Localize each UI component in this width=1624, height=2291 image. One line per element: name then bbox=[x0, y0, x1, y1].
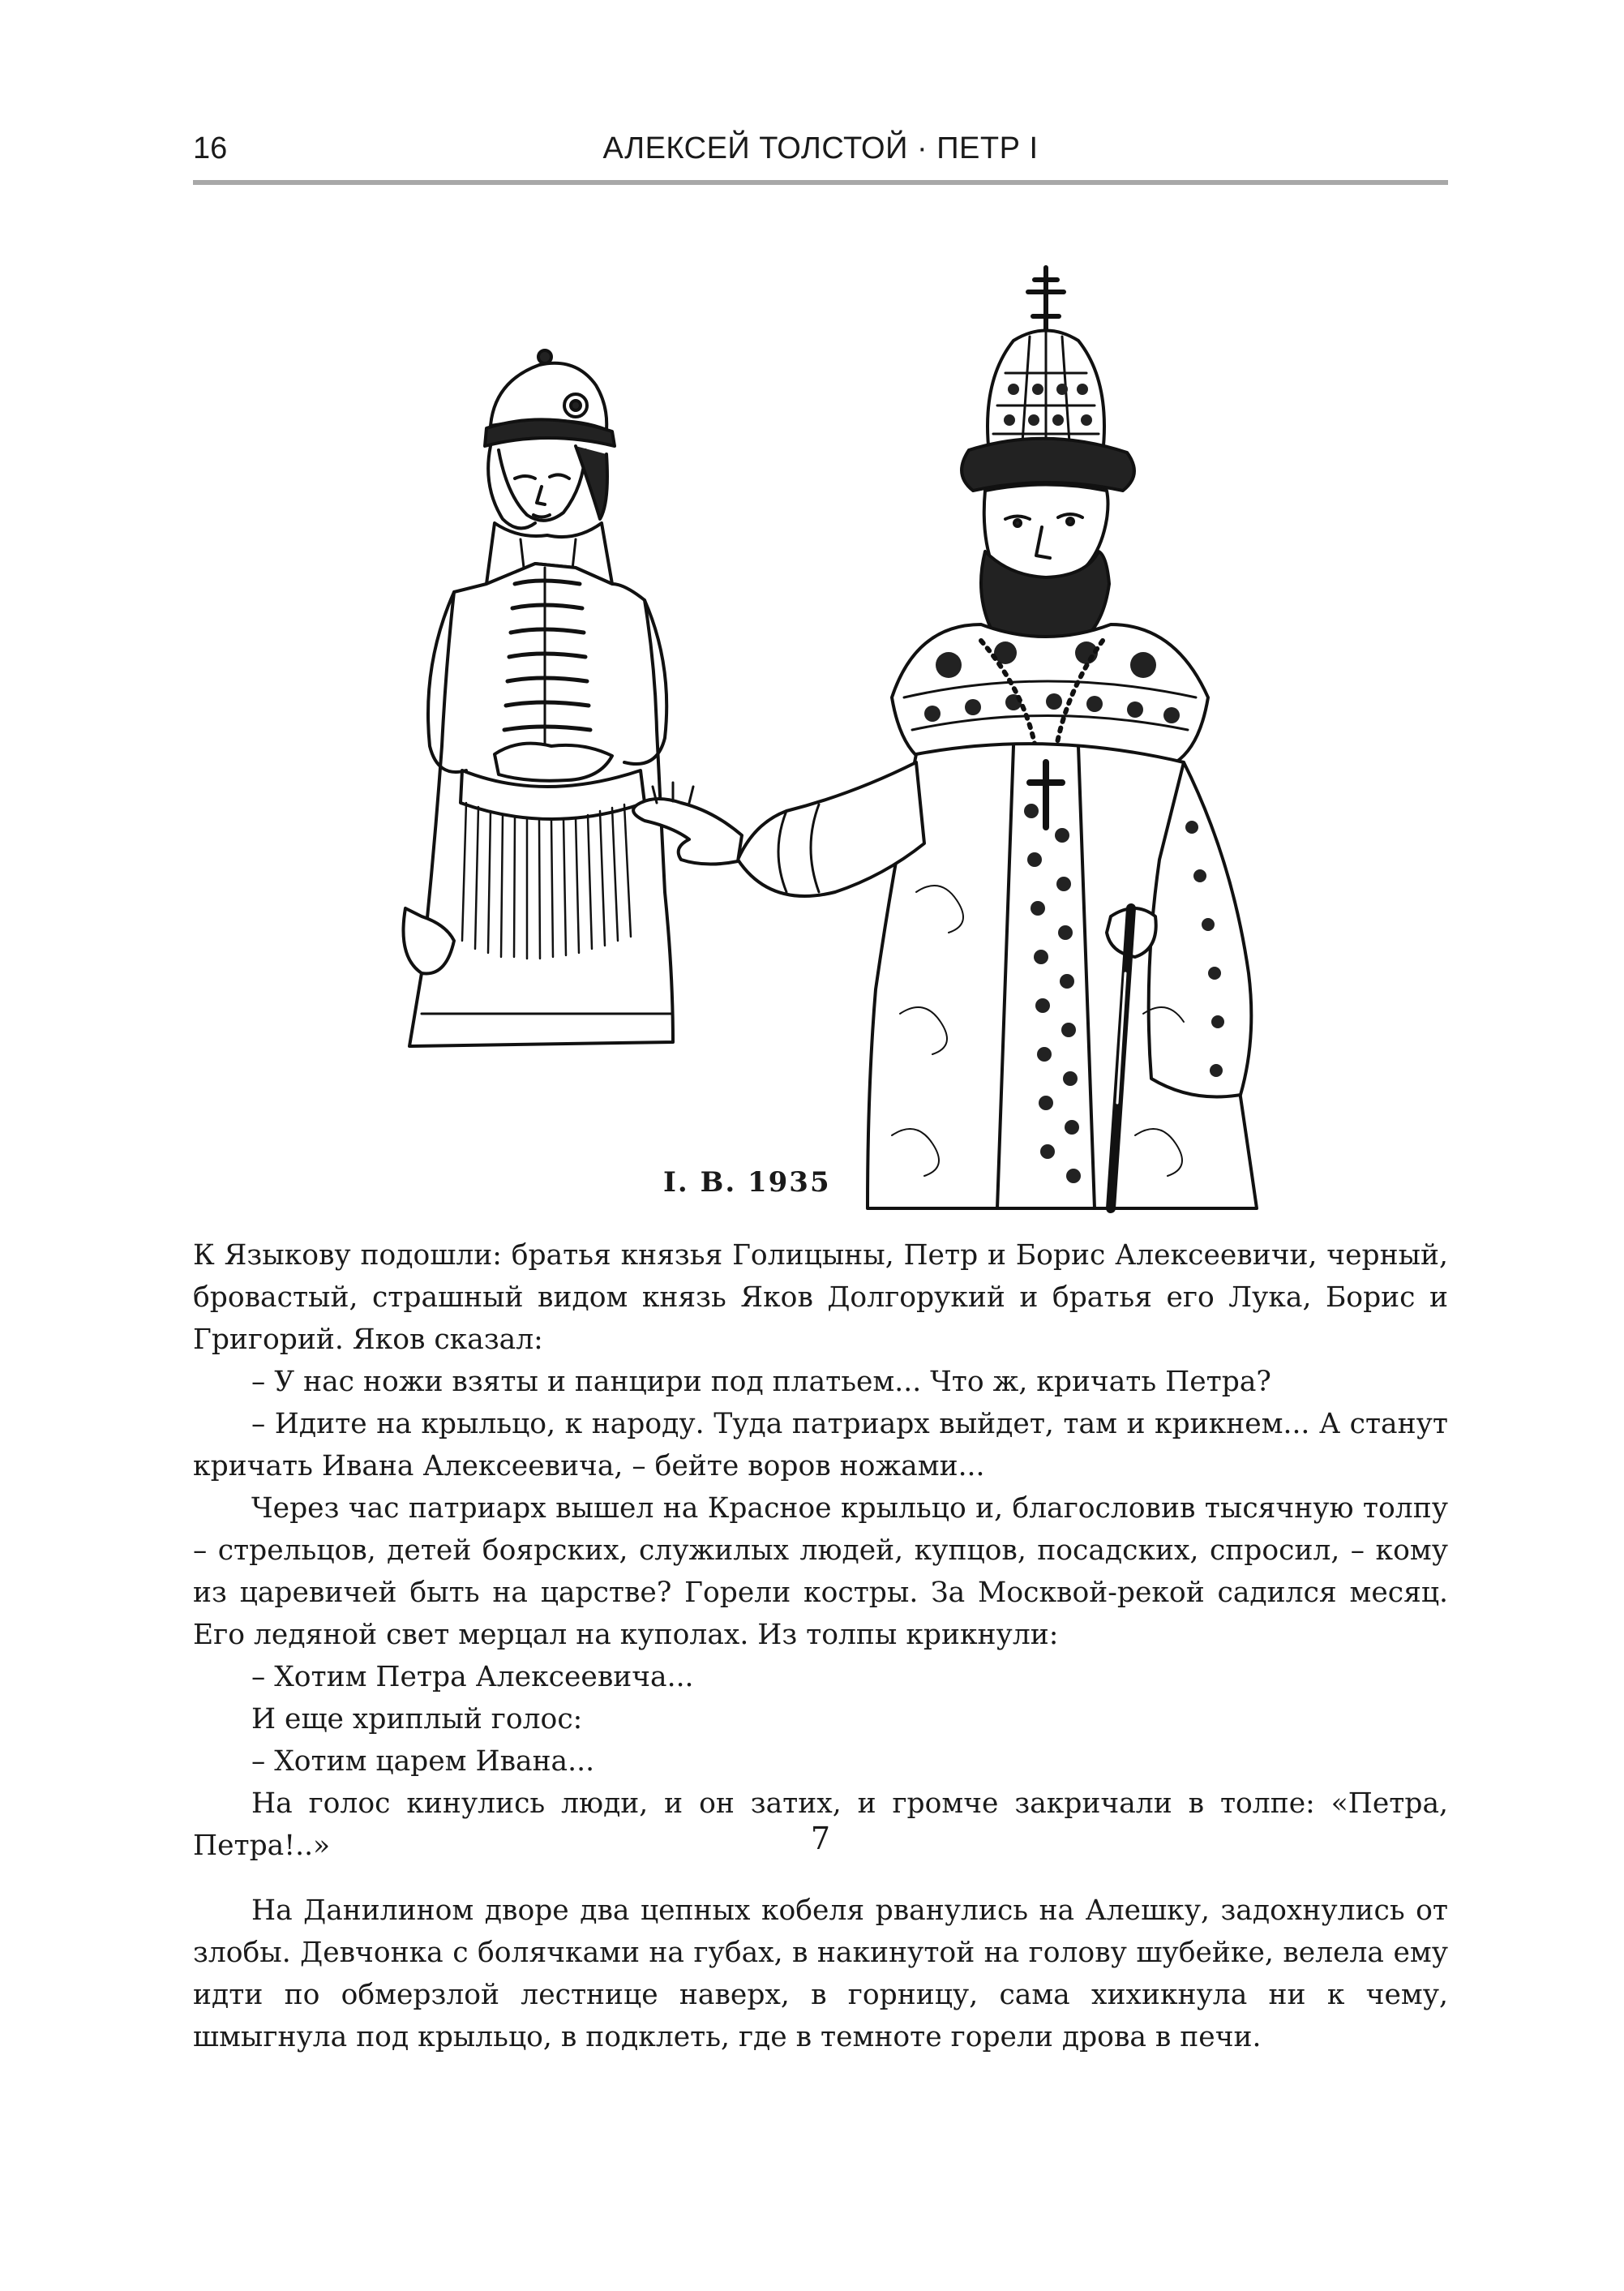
young-man-figure bbox=[404, 350, 674, 1046]
paragraph: К Языкову подошли: братья князья Голицыны, Петр и Борис Алексеевичи, черный, бровастый, страшный видом князь Яков Долгорукий и братья его Лука, Борис и Григорий. Яков сказал: bbox=[193, 1239, 1448, 1356]
text-block-a bbox=[193, 1234, 1448, 1867]
dialogue-line: – Хотим царем Ивана... bbox=[251, 1745, 595, 1778]
page-header bbox=[193, 131, 1448, 180]
running-title: АЛЕКСЕЙ ТОЛСТОЙ · ПЕТР I bbox=[602, 131, 1039, 165]
page-number: 16 bbox=[193, 131, 228, 165]
header-rule bbox=[193, 180, 1448, 185]
paragraph: На Данилином дворе два цепных кобеля рванулись на Алешку, задохнулись от злобы. Девчонка с болячками на губах, в накинутой на голову шубейке, велела ему идти по обмерзлой лестнице наверх, в горницу, сама хихикнула ни к чему, шмыгнула под крыльцо, в подклеть, где в темноте горели дрова в печи. bbox=[193, 1894, 1448, 2053]
dialogue-line: – Идите на крыльцо, к народу. Туда патриарх выйдет, там и крикнем... А станут кричать Ивана Алексеевича, – бейте воров ножами... bbox=[193, 1408, 1448, 1482]
dialogue-line: – Хотим Петра Алексеевича... bbox=[251, 1661, 694, 1693]
paragraph: На голос кинулись люди, и он затих, и громче закричали в толпе: «Петра, Петра!..» bbox=[193, 1787, 1448, 1862]
dialogue-line: – У нас ножи взяты и панцири под платьем... Что ж, кричать Петра? bbox=[251, 1366, 1271, 1398]
engraving-illustration bbox=[332, 243, 1330, 1216]
paragraph: Через час патриарх вышел на Красное крыльцо и, благословив тысячную толпу – стрельцов, детей боярских, служилых людей, купцов, посадских, спросил, – кому из царевичей быть на царстве? Горели костры. За Москвой-рекой садился месяц. Его ледяной свет мерцал на куполах. Из толпы крикнули: bbox=[193, 1492, 1448, 1651]
text-block-b bbox=[193, 1890, 1448, 2058]
illustration-signature: I. B. 1935 bbox=[663, 1166, 831, 1199]
tsar-figure bbox=[633, 268, 1257, 1208]
chapter-number: 7 bbox=[810, 1821, 831, 1856]
paragraph: И еще хриплый голос: bbox=[251, 1703, 583, 1735]
